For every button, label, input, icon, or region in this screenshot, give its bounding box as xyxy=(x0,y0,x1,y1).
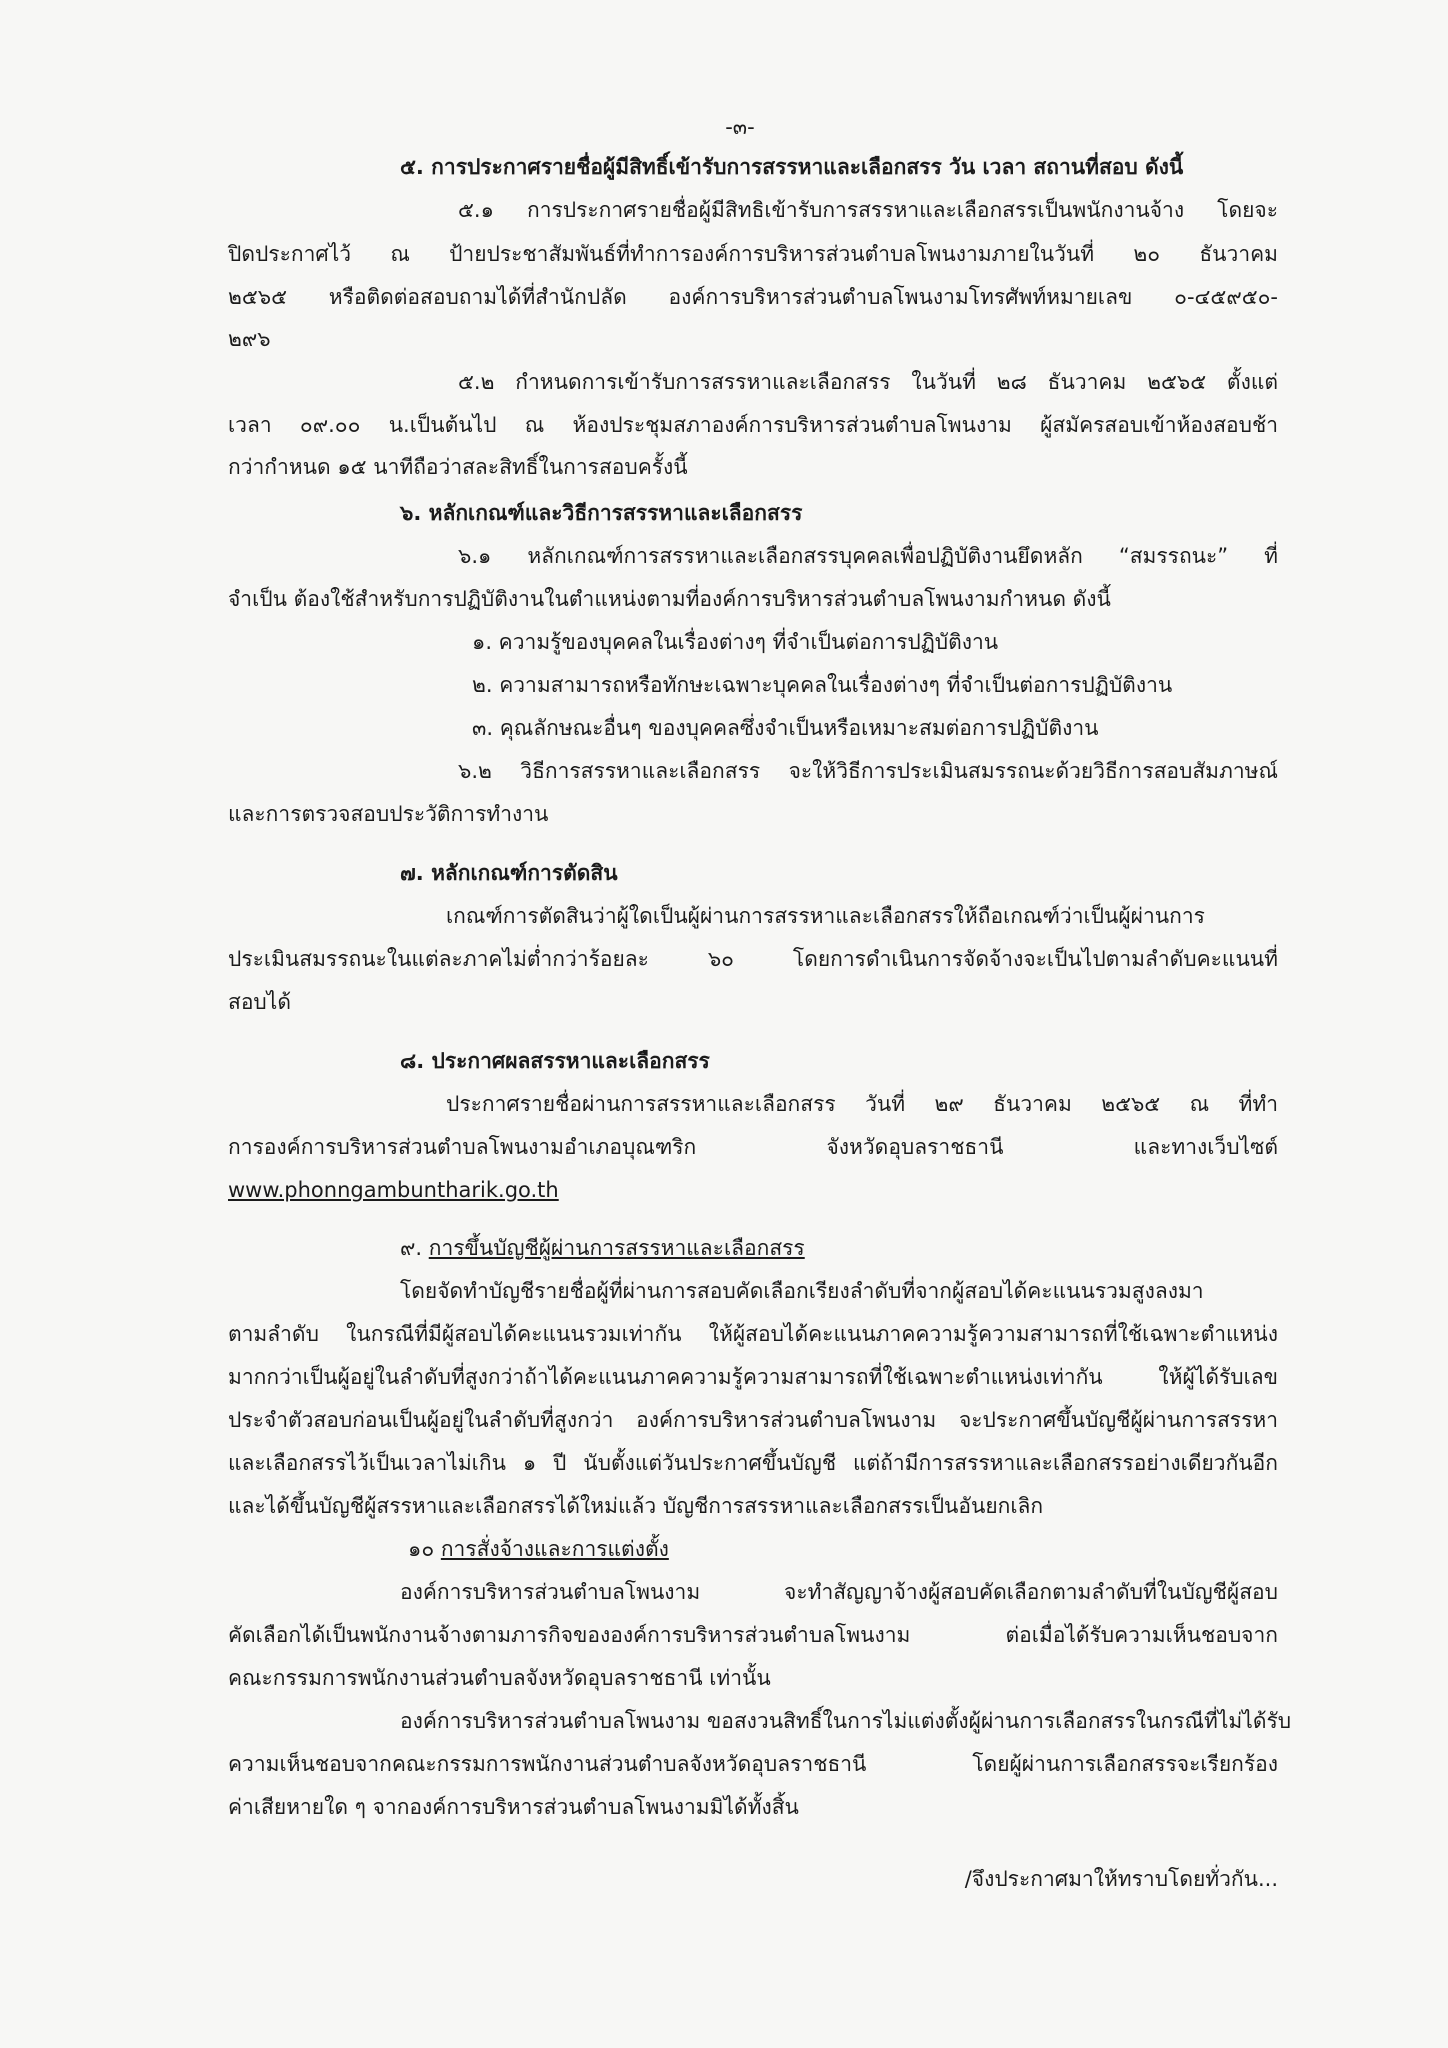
section-9-line: โดยจัดทำบัญชีรายชื่อผู้ที่ผ่านการสอบคัดเลือกเรียงลำดับที่จากผู้สอบได้คะแนนรวมสูงลงมา xyxy=(400,1279,1204,1303)
section-7-line: เกณฑ์การตัดสินว่าผู้ใดเป็นผู้ผ่านการสรรหาและเลือกสรรให้ถือเกณฑ์ว่าเป็นผู้ผ่านการ xyxy=(446,904,1205,928)
continuation-note: /จึงประกาศมาให้ทราบโดยทั่วกัน... xyxy=(964,1867,1278,1891)
para-5-2-line: เวลา ๐๙.๐๐ น.เป็นต้นไป ณ ห้องประชุมสภาองค์การบริหารส่วนตำบลโพนงาม ผู้สมัครสอบเข้าห้องสอบช้า xyxy=(228,413,1278,437)
para-5-1-line: ๒๙๖ xyxy=(228,327,271,351)
section-10-line: องค์การบริหารส่วนตำบลโพนงาม ขอสงวนสิทธิ์ในการไม่แต่งตั้งผู้ผ่านการเลือกสรรในกรณีที่ไม่ได้รับ xyxy=(400,1709,1292,1733)
section-9-heading xyxy=(400,1233,1278,1263)
section-6-heading: ๖. หลักเกณฑ์และวิธีการสรรหาและเลือกสรร xyxy=(400,501,803,525)
para-5-1-line: ๒๕๖๕ หรือติดต่อสอบถามได้ที่สำนักปลัด องค์การบริหารส่วนตำบลโพนงามโทรศัพท์หมายเลข ๐-๔๕๙๕๐- xyxy=(228,285,1278,309)
section-9-title: การขึ้นบัญชีผู้ผ่านการสรรหาและเลือกสรร xyxy=(428,1236,805,1260)
section-9-line: และเลือกสรรไว้เป็นเวลาไม่เกิน ๑ ปี นับตั้งแต่วันประกาศขึ้นบัญชี แต่ถ้ามีการสรรหาและเลือกสรรอย่างเดียวกันอีก xyxy=(228,1451,1278,1475)
section-10-line: องค์การบริหารส่วนตำบลโพนงาม จะทำสัญญาจ้างผู้สอบคัดเลือกตามลำดับที่ในบัญชีผู้สอบ xyxy=(400,1580,1278,1604)
criteria-item: ๑. ความรู้ของบุคคลในเรื่องต่างๆ ที่จำเป็นต่อการปฏิบัติงาน xyxy=(472,630,999,654)
para-5-2-line: ๕.๒ กำหนดการเข้ารับการสรรหาและเลือกสรร ในวันที่ ๒๘ ธันวาคม ๒๕๖๕ ตั้งแต่ xyxy=(458,370,1278,394)
para-6-1-line: จำเป็น ต้องใช้สำหรับการปฏิบัติงานในตำแหน่งตามที่องค์การบริหารส่วนตำบลโพนงามกำหนด ดังนี้ xyxy=(228,587,1111,611)
section-9-line: และได้ขึ้นบัญชีผู้สรรหาและเลือกสรรได้ใหม่แล้ว บัญชีการสรรหาและเลือกสรรเป็นอันยกเลิก xyxy=(228,1494,1044,1518)
section-9-line: ตามลำดับ ในกรณีที่มีผู้สอบได้คะแนนรวมเท่ากัน ให้ผู้สอบได้คะแนนภาคความรู้ความสามารถที่ใช้เฉพาะตำแหน่ง xyxy=(228,1322,1278,1346)
section-10-line: ความเห็นชอบจากคณะกรรมการพนักงานส่วนตำบลจังหวัดอุบลราชธานี โดยผู้ผ่านการเลือกสรรจะเรียกร้อง xyxy=(228,1752,1278,1776)
section-8-heading: ๘. ประกาศผลสรรหาและเลือกสรร xyxy=(400,1049,710,1073)
section-7-line: ประเมินสมรรถนะในแต่ละภาคไม่ต่ำกว่าร้อยละ ๖๐ โดยการดำเนินการจัดจ้างจะเป็นไปตามลำดับคะแนนที่ xyxy=(228,947,1278,971)
section-10-heading xyxy=(408,1534,1278,1564)
section-10-title: การสั่งจ้างและการแต่งตั้ง xyxy=(440,1537,669,1561)
criteria-item: ๒. ความสามารถหรือทักษะเฉพาะบุคคลในเรื่องต่างๆ ที่จำเป็นต่อการปฏิบัติงาน xyxy=(472,673,1173,697)
section-8-line: การองค์การบริหารส่วนตำบลโพนงามอำเภอบุณฑริก จังหวัดอุบลราชธานี และทางเว็บไซต์ xyxy=(228,1135,1278,1159)
section-10-line: ค่าเสียหายใด ๆ จากองค์การบริหารส่วนตำบลโพนงามมิได้ทั้งสิ้น xyxy=(228,1795,799,1819)
section-5-heading: ๕. การประกาศรายชื่อผู้มีสิทธิ์เข้ารับการสรรหาและเลือกสรร วัน เวลา สถานที่สอบ ดังนี้ xyxy=(400,155,1184,179)
para-6-2-line: ๖.๒ วิธีการสรรหาและเลือกสรร จะให้วิธีการประเมินสมรรถนะด้วยวิธีการสอบสัมภาษณ์ xyxy=(458,759,1278,783)
website-link[interactable]: www.phonngambuntharik.go.th xyxy=(228,1178,559,1202)
section-7-heading: ๗. หลักเกณฑ์การตัดสิน xyxy=(400,861,618,885)
para-5-2-line: กว่ากำหนด ๑๕ นาทีถือว่าสละสิทธิ์ในการสอบครั้งนี้ xyxy=(228,455,688,479)
section-9-line: มากกว่าเป็นผู้อยู่ในลำดับที่สูงกว่าถ้าได้คะแนนภาคความรู้ความสามารถที่ใช้เฉพาะตำแหน่งเท่ากัน ให้ผู้ได้รับเลข xyxy=(228,1365,1278,1389)
para-5-1-line: ๕.๑ การประกาศรายชื่อผู้มีสิทธิเข้ารับการสรรหาและเลือกสรรเป็นพนักงานจ้าง โดยจะ xyxy=(458,198,1278,222)
section-7-line: สอบได้ xyxy=(228,990,291,1014)
section-9-number: ๙. xyxy=(400,1236,423,1260)
page-number: -๓- xyxy=(725,115,755,139)
para-5-1-line: ปิดประกาศไว้ ณ ป้ายประชาสัมพันธ์ที่ทำการองค์การบริหารส่วนตำบลโพนงามภายในวันที่ ๒๐ ธันวาคม xyxy=(228,242,1278,266)
section-10-line: คัดเลือกได้เป็นพนักงานจ้างตามภารกิจขององค์การบริหารส่วนตำบลโพนงาม ต่อเมื่อได้รับความเห็นชอบจาก xyxy=(228,1623,1278,1647)
section-9-line: ประจำตัวสอบก่อนเป็นผู้อยู่ในลำดับที่สูงกว่า องค์การบริหารส่วนตำบลโพนงาม จะประกาศขึ้นบัญชีผู้ผ่านการสรรหา xyxy=(228,1408,1278,1432)
section-8-line: ประกาศรายชื่อผ่านการสรรหาและเลือกสรร วันที่ ๒๙ ธันวาคม ๒๕๖๕ ณ ที่ทำ xyxy=(446,1092,1278,1116)
para-6-2-line: และการตรวจสอบประวัติการทำงาน xyxy=(228,802,549,826)
section-10-line: คณะกรรมการพนักงานส่วนตำบลจังหวัดอุบลราชธานี เท่านั้น xyxy=(228,1666,771,1690)
section-10-number: ๑๐ xyxy=(408,1537,435,1561)
criteria-item: ๓. คุณลักษณะอื่นๆ ของบุคคลซึ่งจำเป็นหรือเหมาะสมต่อการปฏิบัติงาน xyxy=(472,716,1099,740)
para-6-1-line: ๖.๑ หลักเกณฑ์การสรรหาและเลือกสรรบุคคลเพื่อปฏิบัติงานยึดหลัก “สมรรถนะ” ที่ xyxy=(458,544,1278,568)
